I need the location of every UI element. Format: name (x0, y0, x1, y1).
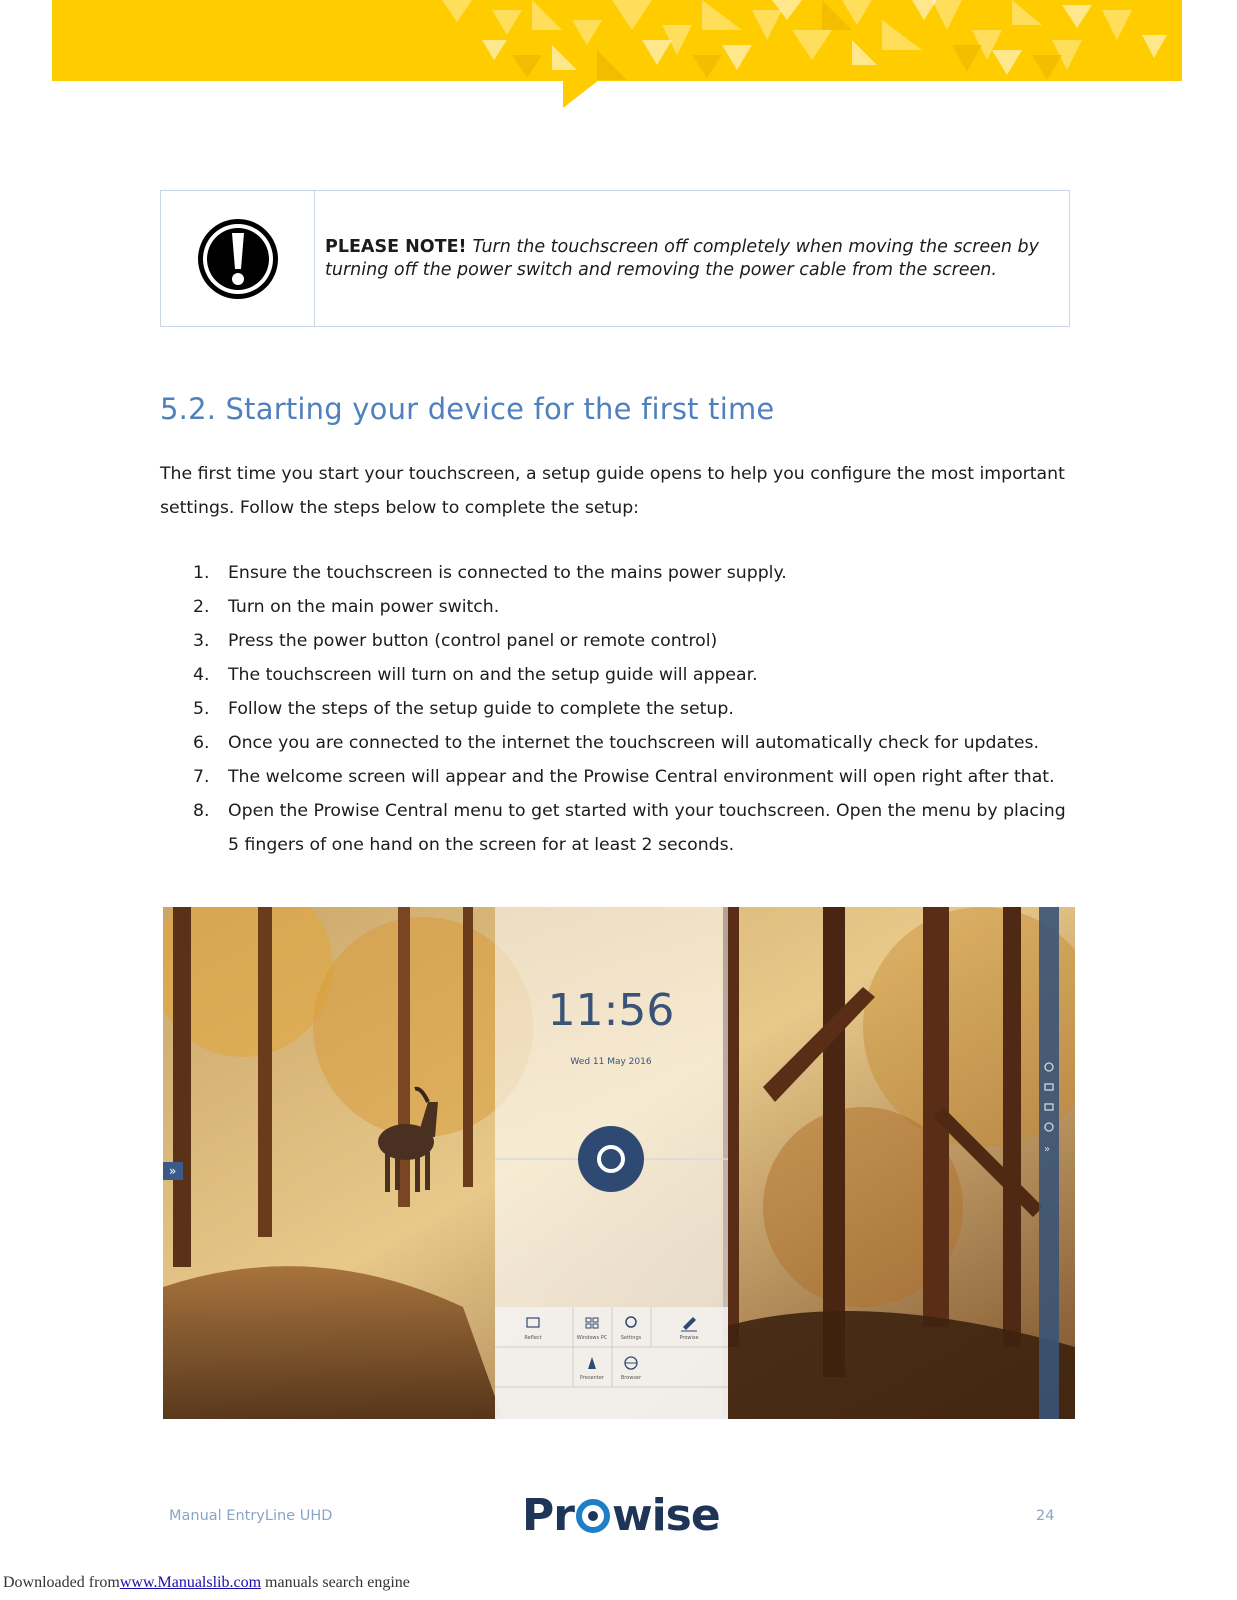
step-number: 5. (193, 699, 210, 719)
clock-time: 11:56 (547, 985, 675, 1036)
step-item (160, 794, 1072, 862)
header-banner (52, 0, 1182, 81)
step-text: The welcome screen will appear and the Prowise Central environment will open right after that. (228, 767, 1055, 787)
step-item (160, 760, 1072, 794)
svg-text:Settings: Settings (620, 1335, 642, 1341)
prowise-logo: Pr wise (522, 1490, 720, 1541)
step-text: Open the Prowise Central menu to get started with your touchscreen. Open the menu by placing 5 fingers of one hand on the screen for at least 2 seconds. (228, 801, 1066, 855)
banner-notch (563, 80, 599, 108)
step-number: 7. (193, 767, 210, 787)
central-menu-button[interactable] (578, 1126, 644, 1192)
svg-text:Prowise: Prowise (679, 1335, 699, 1341)
svg-text:Browser: Browser (620, 1375, 642, 1381)
step-text: Once you are connected to the internet the touchscreen will automatically check for updates. (228, 733, 1039, 753)
app-tiles (495, 1307, 728, 1419)
download-watermark (3, 1574, 410, 1592)
step-number: 6. (193, 733, 210, 753)
step-item (160, 692, 1072, 726)
triangle-pattern (52, 0, 1182, 81)
step-number: 2. (193, 597, 210, 617)
watermark-suffix: manuals search engine (261, 1574, 410, 1591)
note-icon-cell (161, 191, 315, 326)
step-item (160, 590, 1072, 624)
clock-date: Wed 11 May 2016 (570, 1057, 652, 1067)
step-number: 8. (193, 801, 210, 821)
step-text: Follow the steps of the setup guide to complete the setup. (228, 699, 734, 719)
svg-text:Presenter: Presenter (580, 1375, 604, 1381)
svg-text:»: » (1044, 1144, 1051, 1155)
page-number: 24 (1036, 1508, 1055, 1524)
step-text: Press the power button (control panel or remote control) (228, 631, 718, 651)
step-item (160, 658, 1072, 692)
step-text: The touchscreen will turn on and the setup guide will appear. (228, 665, 758, 685)
prowise-logo-o-icon (575, 1498, 611, 1534)
touchscreen-screenshot (163, 907, 1075, 1419)
step-text: Ensure the touchscreen is connected to the mains power supply. (228, 563, 787, 583)
note-text (315, 191, 1069, 326)
step-item (160, 726, 1072, 760)
exclamation-icon (196, 217, 280, 301)
step-number: 3. (193, 631, 210, 651)
forest-photo (163, 907, 1075, 1419)
step-item (160, 556, 1072, 590)
intro-paragraph: The first time you start your touchscreen, a setup guide opens to help you configure the most important settings. Follow the steps below to complete the setup: (160, 464, 1065, 518)
svg-text:Reflect: Reflect (524, 1335, 542, 1341)
manualslib-link[interactable]: www.Manualslib.com (119, 1574, 262, 1591)
step-number: 4. (193, 665, 210, 685)
note-label: PLEASE NOTE! (325, 236, 467, 257)
step-number: 1. (193, 563, 210, 583)
watermark-prefix: Downloaded from (3, 1574, 120, 1591)
note-box (160, 190, 1070, 327)
section-heading: 5.2. Starting your device for the first time (160, 392, 775, 426)
step-text: Turn on the main power switch. (228, 597, 500, 617)
svg-text:»: » (169, 1164, 177, 1178)
svg-text:Windows PC: Windows PC (576, 1335, 608, 1341)
steps-list (160, 556, 1072, 862)
footer-manual-title: Manual EntryLine UHD (169, 1508, 333, 1524)
step-item (160, 624, 1072, 658)
note-body: Turn the touchscreen off completely when moving the screen by turning off the power switch and removing the power cable from the screen. (325, 236, 1040, 280)
